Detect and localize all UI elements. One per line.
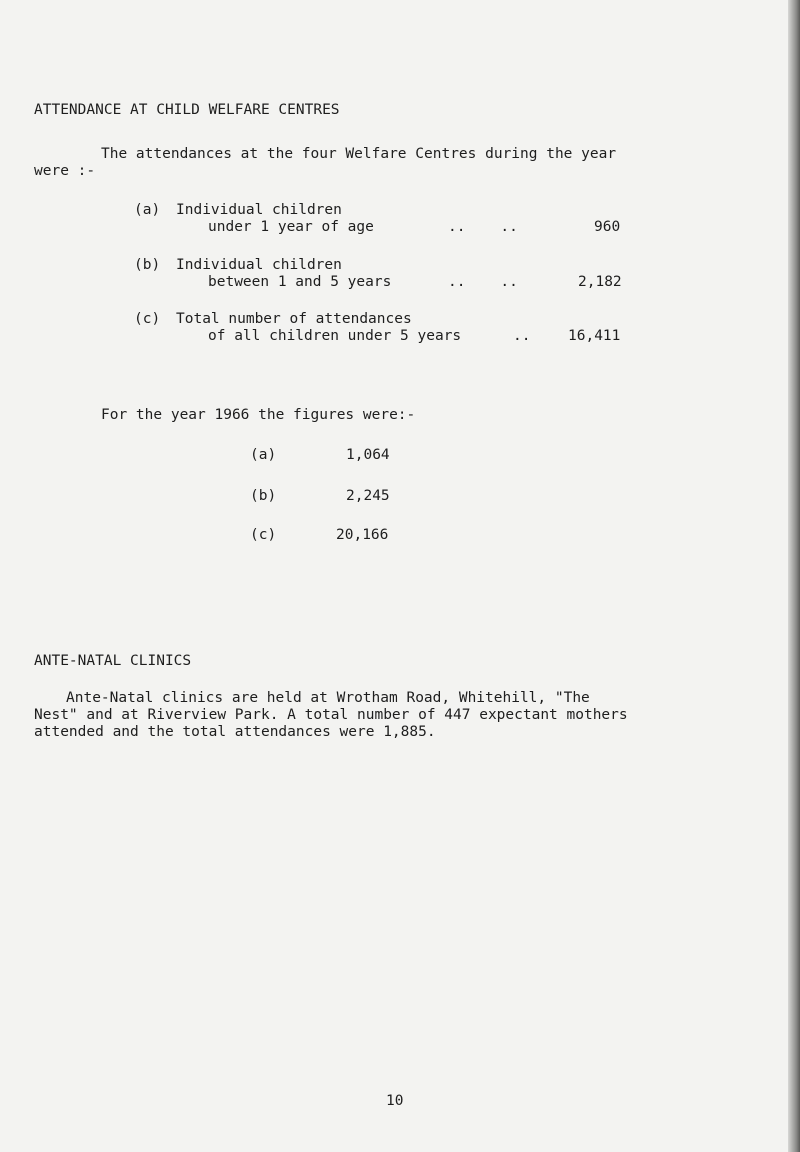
- prev-a-label: (a): [250, 447, 277, 463]
- prev-b-value: 2,245: [346, 488, 390, 504]
- prev-a-value: 1,064: [346, 447, 390, 463]
- previous-year-intro: For the year 1966 the figures were:-: [101, 407, 416, 423]
- item-b-line1: Individual children: [176, 257, 342, 273]
- prev-b-label: (b): [250, 488, 277, 504]
- prev-c-value: 20,166: [336, 527, 389, 543]
- intro-line-2: were :-: [34, 163, 96, 179]
- item-b-line2: between 1 and 5 years: [208, 274, 392, 290]
- ante-natal-line-3: attended and the total attendances were 1,885.: [34, 724, 436, 740]
- item-c-line2: of all children under 5 years: [208, 328, 462, 344]
- item-c-label: (c): [134, 311, 161, 327]
- prev-c-label: (c): [250, 527, 277, 543]
- item-a-line1: Individual children: [176, 202, 342, 218]
- item-a-value: 960: [594, 219, 621, 235]
- section-heading-ante-natal: ANTE-NATAL CLINICS: [34, 653, 192, 669]
- ante-natal-line-2: Nest" and at Riverview Park. A total number of 447 expectant mothers: [34, 707, 628, 723]
- section-heading-attendance: ATTENDANCE AT CHILD WELFARE CENTRES: [34, 102, 340, 118]
- item-b-value: 2,182: [578, 274, 622, 290]
- item-a-line2: under 1 year of age: [208, 219, 374, 235]
- page-number: 10: [386, 1093, 404, 1109]
- item-b-dots: .. ..: [448, 274, 518, 290]
- item-c-value: 16,411: [568, 328, 621, 344]
- item-a-dots: .. ..: [448, 219, 518, 235]
- page-edge-shadow: [788, 0, 800, 1152]
- intro-line-1: The attendances at the four Welfare Centres during the year: [101, 146, 617, 162]
- item-c-dots: ..: [513, 328, 531, 344]
- ante-natal-line-1: Ante-Natal clinics are held at Wrotham Road, Whitehill, "The: [66, 690, 590, 706]
- item-c-line1: Total number of attendances: [176, 311, 412, 327]
- item-a-label: (a): [134, 202, 161, 218]
- item-b-label: (b): [134, 257, 161, 273]
